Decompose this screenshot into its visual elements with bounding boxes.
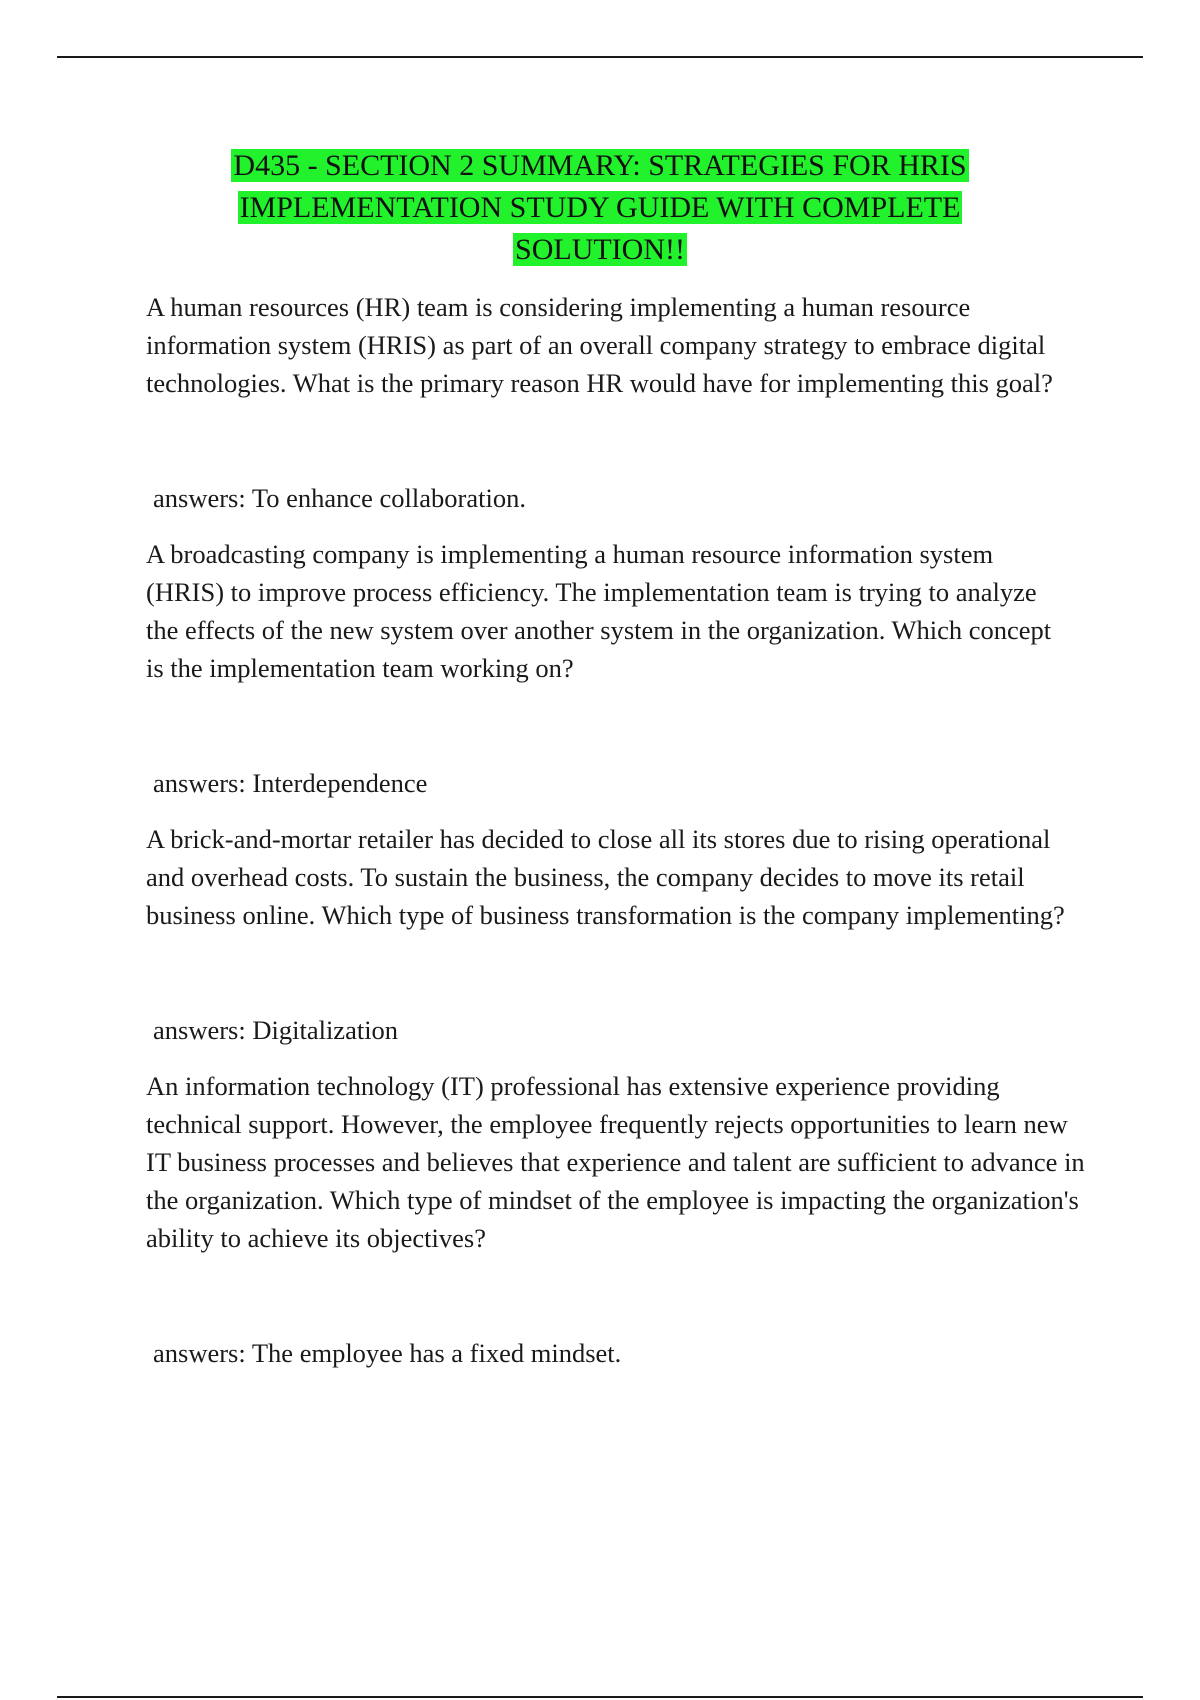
- answer-3: answers: Digitalization: [153, 1015, 399, 1045]
- qa-item-3: [146, 820, 1086, 1049]
- qa-item-2: [146, 535, 1086, 802]
- question-2: A broadcasting company is implementing a human resource information system (HRIS) to improve process efficiency. The implementation team is trying to analyze the effects of the new system over another system in the organization. Which concept is the implementation team working on?: [146, 539, 1052, 683]
- title-line-3: SOLUTION!!: [515, 233, 685, 266]
- document-title: [140, 145, 1060, 271]
- qa-item-4: [146, 1067, 1086, 1372]
- title-line-1: D435 - SECTION 2 SUMMARY: STRATEGIES FOR HRIS: [233, 149, 967, 182]
- qa-item-1: [146, 288, 1086, 517]
- answer-4: answers: The employee has a fixed mindset.: [153, 1338, 622, 1368]
- answer-2: answers: Interdependence: [153, 768, 428, 798]
- question-1: A human resources (HR) team is considering implementing a human resource information system (HRIS) as part of an overall company strategy to embrace digital technologies. What is the primary reason HR would have for implementing this goal?: [146, 292, 1053, 398]
- question-4: An information technology (IT) professional has extensive experience providing technical support. However, the employee frequently rejects opportunities to learn new IT business processes and believes that experience and talent are sufficient to advance in the organization. Which type of mindset of the employee is impacting the organization's ability to achieve its objectives?: [146, 1071, 1085, 1253]
- qa-list: [146, 288, 1086, 1372]
- answer-1: answers: To enhance collaboration.: [153, 483, 526, 513]
- footer-rule: [57, 1696, 1143, 1698]
- title-line-2: IMPLEMENTATION STUDY GUIDE WITH COMPLETE: [239, 191, 961, 224]
- header-rule: [57, 56, 1143, 58]
- question-3: A brick-and-mortar retailer has decided to close all its stores due to rising operational and overhead costs. To sustain the business, the company decides to move its retail business online. Which type of business transformation is the company implementing?: [146, 824, 1065, 930]
